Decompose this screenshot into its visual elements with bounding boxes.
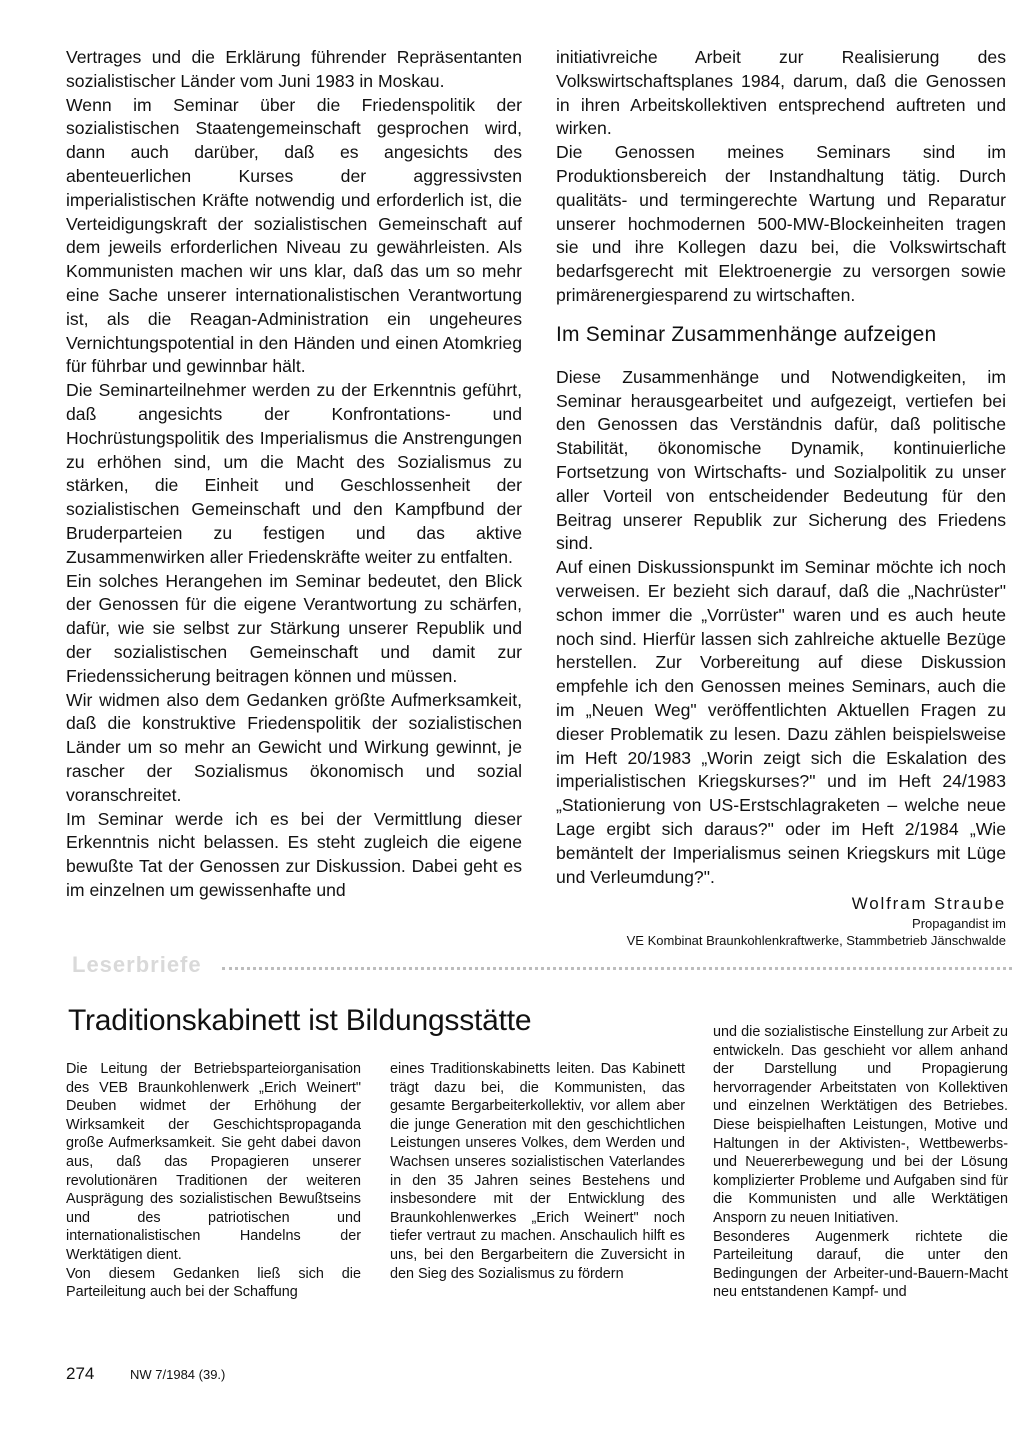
- section-divider: [222, 967, 1012, 970]
- paragraph: Besonderes Augenmerk richtete die Parteileitung darauf, die unter den Bedingungen der Arbeiter-und-Bauern-Macht neu entstandenen Kampf- und: [713, 1228, 1008, 1301]
- author-affiliation: VE Kombinat Braunkohlenkraftwerke, Stammbetrieb Jänschwalde: [626, 933, 1006, 949]
- paragraph: Auf einen Diskussionspunkt im Seminar möchte ich noch verweisen. Er bezieht sich darauf, daß die „Nachrüster" schon immer die „Vorrüster" waren und es auch heute noch sind. Hierfür lassen sich zahlreiche aktuelle Bezüge herstellen. Zur Vorbereitung auf diese Diskussion empfehle ich den Genossen meines Seminars, auch die im „Neuen Weg" veröffentlichten Aktuellen Fragen zu dieser Problematik zu lesen. Dazu zählen beispielsweise im Heft 20/1983 „Worin zeigt sich die Eskalation des imperialistischen Kriegskurses?" und im Heft 24/1983 „Stationierung von US-Erstschlagraketen – welche neue Lage ergibt sich daraus?" oder im Heft 2/1984 „Wie bemäntelt der Imperialismus seinen Kriegskurs mit Lüge und Verleumdung?".: [556, 557, 1006, 887]
- article-column-3: [713, 1023, 1008, 1302]
- paragraph: initiativreiche Arbeit zur Realisierung des Volkswirtschaftsplanes 1984, darum, daß die Genossen in ihren Arbeitskollektiven entsprechend auftreten und wirken.: [556, 47, 1006, 139]
- left-text-column: [66, 46, 522, 903]
- paragraph: Wir widmen also dem Gedanken größte Aufmerksamkeit, daß die konstruktive Friedenspolitik der sozialistischen Länder um so mehr an Gewicht und Wirkung gewinnt, je rascher der Sozialismus ökonomisch und sozial voranschreitet.: [66, 689, 522, 805]
- paragraph: eines Traditionskabinetts leiten. Das Kabinett trägt dazu bei, die Kommunisten, das gesamte Bergarbeiterkollektiv, vor allem aber die junge Generation mit den geschichtlichen Leistungen unseres Volkes, dem Werden und Wachsen unseres sozialistischen Vaterlandes in den 35 Jahren seines Bestehens und insbesondere mit der Entwicklung des Braunkohlenwerkes „Erich Weinert" noch tiefer vertraut zu machen. Anschaulich hilft es uns, bei den Bergarbeitern die Zuversicht in den Sieg des Sozialismus zu fördern: [390, 1061, 685, 1282]
- paragraph: Die Genossen meines Seminars sind im Produktionsbereich der Instandhaltung tätig. Durch qualitäts- und termingerechte Wartung und Reparatur unserer hochmodernen 500-MW-Blockeinheiten tragen sie und ihre Kollegen dazu bei, die Volkswirtschaft bedarfsgerecht mit Elektroenergie zu versorgen sowie primärenergiesparend zu wirtschaften.: [556, 142, 1006, 305]
- author-name: Wolfram Straube: [851, 894, 1006, 914]
- article-title: Traditionskabinett ist Bildungsstätte: [68, 1004, 532, 1037]
- author-role: Propagandist im: [912, 916, 1006, 932]
- right-text-column: [556, 46, 1006, 949]
- paragraph: Von diesem Gedanken ließ sich die Parteileitung auch bei der Schaffung: [66, 1265, 361, 1301]
- paragraph: Ein solches Herangehen im Seminar bedeutet, den Blick der Genossen für die eigene Verantwortung zu schärfen, dafür, wie sie selbst zur Stärkung unserer Republik und der sozialistischen Gemeinschaft und damit zur Friedenssicherung beitragen können und müssen.: [66, 570, 522, 686]
- article-column-1: [66, 1060, 361, 1302]
- issue-label: NW 7/1984 (39.): [130, 1367, 226, 1382]
- author-block: [556, 893, 1006, 949]
- article-column-2: [390, 1060, 685, 1283]
- page-number: 274: [66, 1364, 95, 1383]
- paragraph: und die sozialistische Einstellung zur Arbeit zu entwickeln. Das geschieht vor allem anhand der Darstellung und Propagierung hervorragender Arbeitstaten von Kollektiven und einzelnen Werktätigen des Betriebes. Diese beispielhaften Leistungen, Motive und Haltungen in der Aktivisten-, Wettbewerbs- und Neuererbewegung und bei der Lösung komplizierter Probleme und Aufgaben sind für die Kommunisten und alle Werktätigen Ansporn zu neuen Initiativen.: [713, 1024, 1008, 1226]
- paragraph: Diese Zusammenhänge und Notwendigkeiten, im Seminar herausgearbeitet und aufgezeigt, vertiefen bei den Genossen das Verständnis dafür, daß politische Stabilität, ökonomische Dynamik, kontinuierliche Fortsetzung von Wirtschafts- und Sozialpolitik zu unser aller Vorteil von entscheidender Bedeutung für den Beitrag unserer Republik zur Sicherung des Friedens sind.: [556, 366, 1006, 554]
- paragraph: Die Leitung der Betriebsparteiorganisation des VEB Braunkohlenwerk „Erich Weinert" Deuben widmet der Erhöhung der Wirksamkeit der Geschichtspropaganda große Aufmerksamkeit. Sie geht dabei davon aus, daß das Propagieren unserer revolutionären Traditionen der weiteren Ausprägung des sozialistischen Bewußtseins und des patriotischen und internationalistischen Handelns der Werktätigen dient.: [66, 1061, 361, 1263]
- paragraph: Wenn im Seminar über die Friedenspolitik der sozialistischen Staatengemeinschaft gesprochen wird, dann auch darüber, daß es angesichts des abenteuerlichen Kurses der aggressivsten imperialistischen Kräfte notwendig und erforderlich ist, die Verteidigungskraft der sozialistischen Gemeinschaft auf dem jeweils erforderlichen Niveau zu gewährleisten. Als Kommunisten machen wir uns klar, daß das um so mehr eine Sache unserer internationalistischen Verantwortung ist, als die Reagan-Administration ein ungeheures Vernichtungspotential in den Händen und einen Atomkrieg für führbar und gewinnbar hält.: [66, 94, 522, 377]
- section-heading: Im Seminar Zusammenhänge aufzeigen: [556, 322, 937, 346]
- paragraph: Vertrages und die Erklärung führender Repräsentanten sozialistischer Länder vom Juni 1983 in Moskau.: [66, 47, 522, 91]
- paragraph: Die Seminarteilnehmer werden zu der Erkenntnis geführt, daß angesichts der Konfrontations- und Hochrüstungspolitik des Imperialismus die Anstrengungen zu erhöhen sind, um die Macht des Sozialismus zu stärken, die Einheit und Geschlossenheit der sozialistischen Gemeinschaft und den Kampfbund der Bruderparteien zu festigen und das aktive Zusammenwirken aller Friedenskräfte weiter zu entfalten.: [66, 380, 522, 567]
- section-label: Leserbriefe: [72, 952, 202, 977]
- paragraph: Im Seminar werde ich es bei der Vermittlung dieser Erkenntnis nicht belassen. Es steht zugleich die eigene bewußte Tat der Genossen zur Diskussion. Dabei geht es im einzelnen um gewissenhafte und: [66, 808, 522, 900]
